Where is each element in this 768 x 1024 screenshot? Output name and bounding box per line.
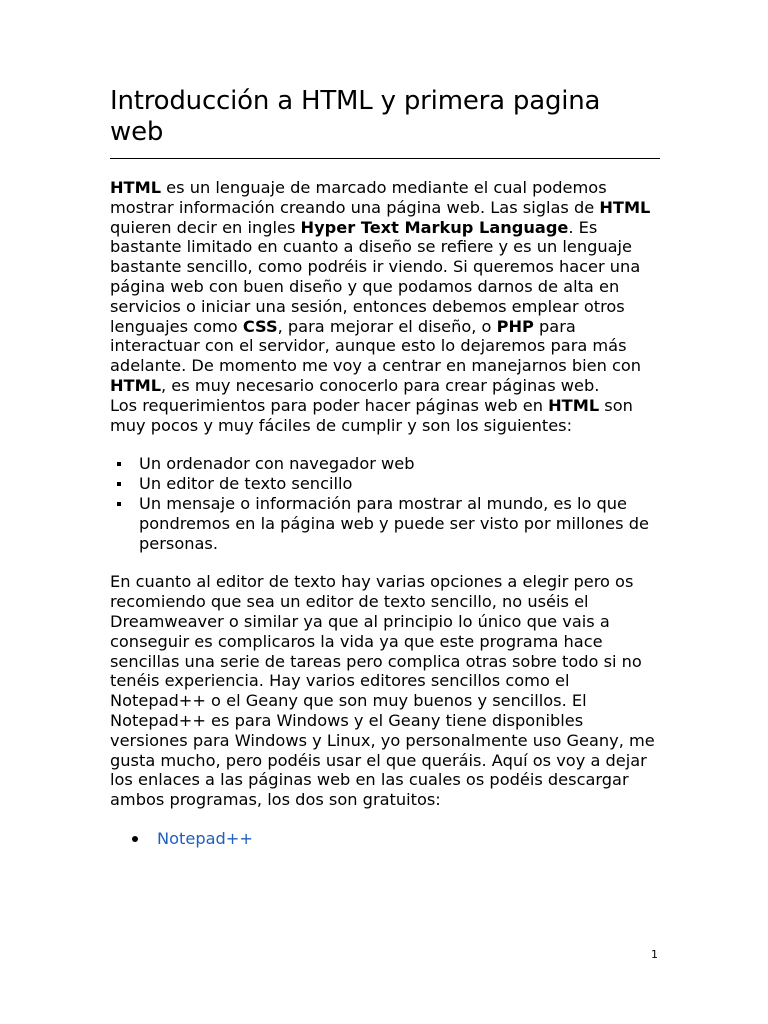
list-item-text: Un ordenador con navegador web: [139, 454, 415, 474]
editor-paragraph: En cuanto al editor de texto hay varias opciones a elegir pero os recomiendo que sea un editor de texto sencillo, no uséis el Dreamweaver o similar ya que al principio lo único que vais a conseguir es complicaros la vida ya que este programa hace sencillas una serie de tareas pero complica otras sobre todo si no tenéis experiencia. Hay varios editores sencillos como el Notepad++ o el Geany que son muy buenos y sencillos. El Notepad++ es para Windows y el Geany tiene disponibles versiones para Windows y Linux, yo personalmente uso Geany, me gusta mucho, pero podéis usar el que queráis. Aquí os voy a dejar los enlaces a las páginas web en las cuales os podéis descargar ambos programas, los dos son gratuitos:: [110, 572, 655, 810]
intro-paragraph: [110, 178, 660, 396]
p1-run-4: Hyper Text Markup Language: [300, 217, 569, 237]
p2-run-1: HTML: [548, 395, 600, 415]
p1-run-1: es un lenguaje de marcado mediante el cual podemos mostrar información creando una página web. Las siglas de: [110, 178, 607, 217]
p1-run-7: , para mejorar el diseño, o: [277, 316, 497, 336]
p1-run-6: CSS: [242, 316, 278, 336]
list-item: [110, 829, 660, 849]
round-bullet-icon: [132, 836, 138, 842]
p1-run-10: HTML: [110, 375, 162, 395]
page-number: 1: [651, 948, 658, 961]
p2-run-2: son muy pocos y muy fáciles de cumplir y son los siguientes:: [110, 395, 633, 435]
requirements-paragraph: [110, 396, 660, 436]
p1-run-8: PHP: [496, 316, 534, 336]
document-page: [110, 86, 660, 849]
list-item: [110, 474, 660, 494]
download-links-list: [110, 829, 660, 849]
p1-run-5: . Es bastante limitado en cuanto a diseño se refiere y es un lenguaje bastante sencillo, como podréis ir viendo. Si queremos hacer una página web con buen diseño y que podamos darnos de alta en servicios o iniciar una sesión, entonces debemos emplear otros lenguajes como: [110, 217, 641, 336]
list-item: [110, 494, 660, 553]
notepad-plus-plus-link[interactable]: Notepad++: [157, 828, 253, 848]
p1-run-3: quieren decir en ingles: [110, 217, 301, 237]
p1-run-9: para interactuar con el servidor, aunque esto lo dejaremos para más adelante. De momento me voy a centrar en manejarnos bien con: [110, 316, 642, 376]
document-title: Introducción a HTML y primera pagina web: [110, 86, 660, 159]
list-item: [110, 454, 660, 474]
requirements-list: [110, 454, 660, 553]
square-bullet-icon: [117, 482, 121, 486]
p2-run-0: Los requerimientos para poder hacer páginas web en: [110, 395, 549, 415]
list-item-text: Un editor de texto sencillo: [139, 474, 353, 494]
square-bullet-icon: [117, 502, 121, 506]
square-bullet-icon: [117, 462, 121, 466]
p1-run-0: HTML: [110, 178, 162, 197]
p1-run-11: , es muy necesario conocerlo para crear páginas web.: [161, 375, 600, 395]
list-item-text: Un mensaje o información para mostrar al mundo, es lo que pondremos en la página web y puede ser visto por millones de personas.: [139, 493, 649, 553]
p1-run-2: HTML: [599, 197, 651, 217]
